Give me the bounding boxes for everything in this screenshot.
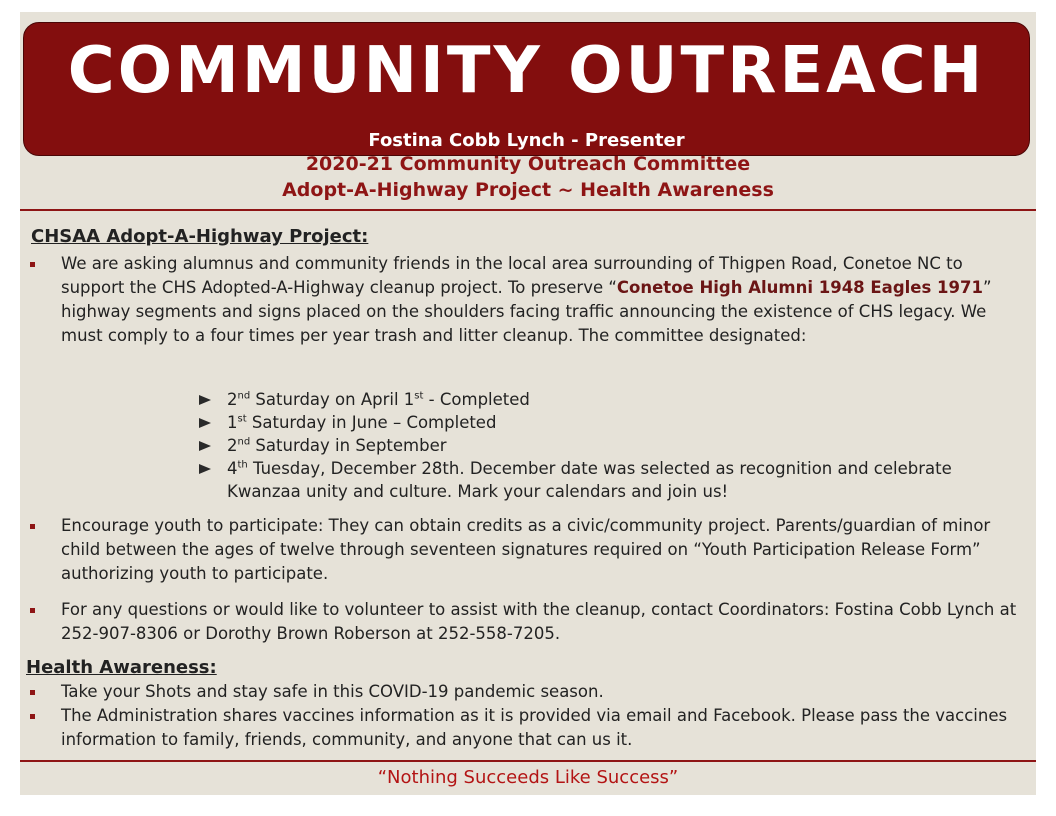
committee-subtitle: 2020-21 Community Outreach Committee [305,153,751,175]
section-heading-health-awareness: Health Awareness: [26,657,217,678]
bullet-marker [30,262,35,267]
bullet-covid-shots [30,680,1020,706]
motto: “Nothing Succeeds Like Success” [377,767,679,788]
alumni-highlight: Conetoe High Alumni 1948 Eagles 1971 [616,278,983,297]
list-item: 1st Saturday in June – Completed [195,411,995,434]
arrow-bullet-icon [199,418,211,428]
bullet-text: Encourage youth to participate: They can obtain credits as a civic/community project. Parents/guardian of minor child between the ages of twelve through seventeen signatures required on “Youth Participation Release Form” authorizing youth to participate. [61,516,991,583]
bullet-marker [30,690,35,695]
intro-text-part1: We are asking alumnus and community friends in the local area surrounding of Thigpen Road, Conetoe NC to support the CHS Adopted-A-Highway cleanup project. To preserve “ [61,254,963,297]
section-heading-adopt-a-highway: CHSAA Adopt-A-Highway Project: [31,226,369,247]
slide [20,12,1036,795]
cleanup-dates-list [195,388,995,503]
top-divider [20,209,1036,211]
bullet-marker [30,714,35,719]
arrow-bullet-icon [199,395,211,405]
bullet-adopt-a-highway-intro [30,252,1020,392]
arrow-bullet-icon [199,441,211,451]
bottom-divider [20,760,1036,762]
list-item: 2nd Saturday on April 1st - Completed [195,388,995,411]
bullet-marker [30,608,35,613]
bullet-text: The Administration shares vaccines information as it is provided via email and Facebook. Please pass the vaccines information to family, friends, community, and anyone that can us it. [61,706,1008,749]
arrow-bullet-icon [199,464,211,474]
bullet-vaccine-info [30,704,1020,756]
bullet-youth-participation [30,514,1020,590]
list-item: 2nd Saturday in September [195,434,995,457]
intro-text-part2: ” highway segments and signs placed on the shoulders facing traffic announcing the existence of CHS legacy. We must comply to a four times per year trash and litter cleanup. The committee designated: [61,278,992,345]
bullet-contact-coordinators [30,598,1020,650]
banner-title: COMMUNITY OUTREACH [67,34,986,108]
presenter-line: Fostina Cobb Lynch - Presenter [368,130,685,151]
bullet-text: Take your Shots and stay safe in this COVID-19 pandemic season. [61,682,604,701]
bullet-marker [30,524,35,529]
title-banner [23,22,1030,156]
list-item: 4th Tuesday, December 28th. December date was selected as recognition and celebrate Kwanzaa unity and culture. Mark your calendars and join us! [195,457,995,503]
project-subtitle: Adopt-A-Highway Project ~ Health Awareness [282,179,774,201]
bullet-text [61,252,1021,348]
bullet-text: For any questions or would like to volunteer to assist with the cleanup, contact Coordinators: Fostina Cobb Lynch at 252-907-8306 or Dorothy Brown Roberson at 252-558-7205. [61,600,1017,643]
